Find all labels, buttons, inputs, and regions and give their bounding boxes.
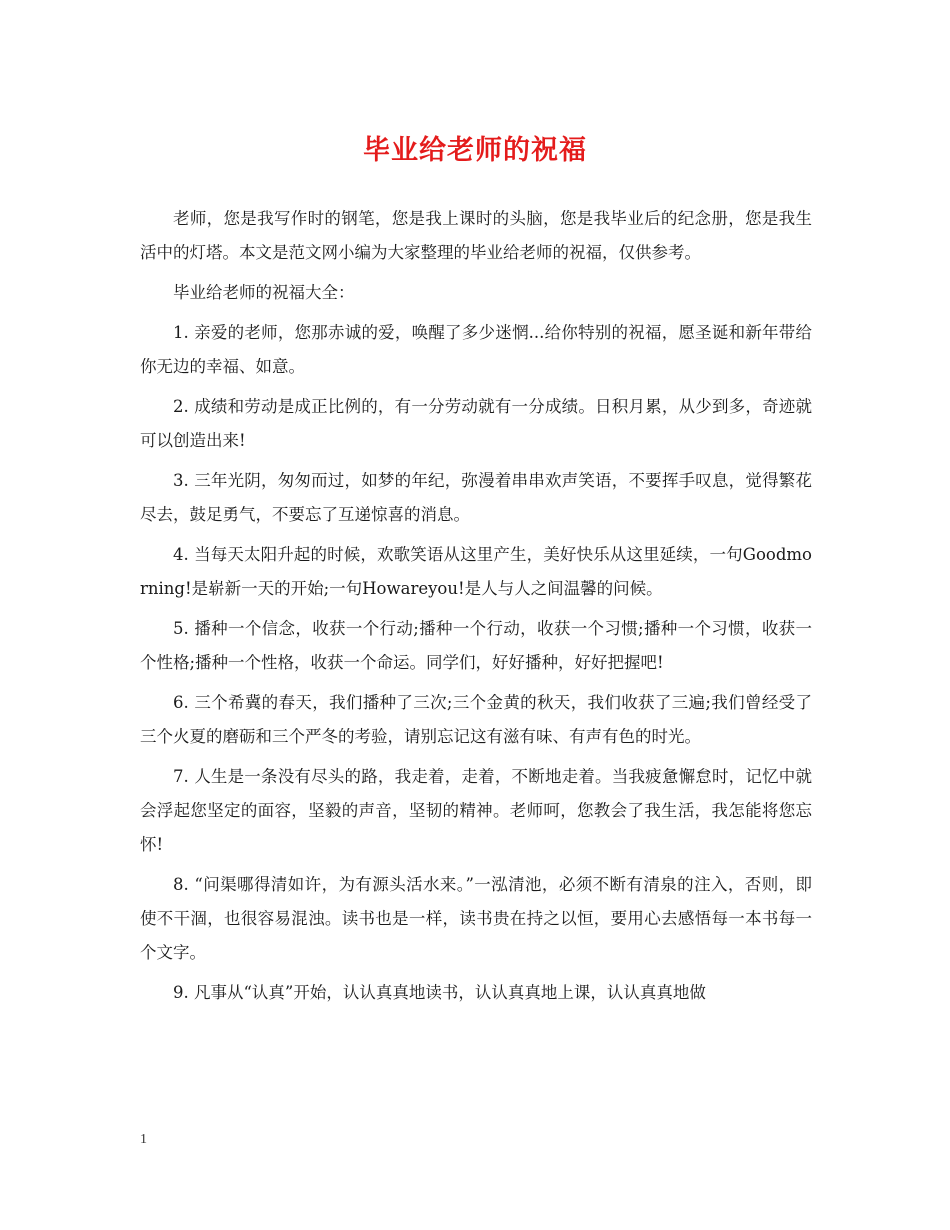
list-item-8: 8. “问渠哪得清如许，为有源头活水来。”一泓清池，必须不断有清泉的注入，否则，即使不干涸，也很容易混浊。读书也是一样，读书贵在持之以恒，要用心去感悟每一本书每一个文字。	[140, 875, 812, 962]
list-item-7: 7. 人生是一条没有尽头的路，我走着，走着，不断地走着。当我疲惫懈怠时，记忆中就会浮起您坚定的面容，坚毅的声音，坚韧的精神。老师呵，您教会了我生活，我怎能将您忘怀!	[140, 767, 812, 854]
list-item-6: 6. 三个希冀的春天，我们播种了三次;三个金黄的秋天，我们收获了三遍;我们曾经受了三个火夏的磨砺和三个严冬的考验，请别忘记这有滋有味、有声有色的时光。	[140, 693, 812, 746]
document-title: 毕业给老师的祝福	[363, 135, 587, 166]
list-item-2: 2. 成绩和劳动是成正比例的，有一分劳动就有一分成绩。日积月累，从少到多，奇迹就可以创造出来!	[140, 397, 812, 450]
list-item-5: 5. 播种一个信念，收获一个行动;播种一个行动，收获一个习惯;播种一个习惯，收获一个性格;播种一个性格，收获一个命运。同学们，好好播种，好好把握吧!	[140, 619, 812, 672]
list-item-9: 9. 凡事从“认真”开始，认认真真地读书，认认真真地上课，认认真真地做	[173, 983, 706, 1002]
intro-paragraph: 老师，您是我写作时的钢笔，您是我上课时的头脑，您是我毕业后的纪念册，您是我生活中的灯塔。本文是范文网小编为大家整理的毕业给老师的祝福，仅供参考。	[140, 209, 812, 262]
list-item-3: 3. 三年光阴，匆匆而过，如梦的年纪，弥漫着串串欢声笑语，不要挥手叹息，觉得繁花尽去，鼓足勇气，不要忘了互递惊喜的消息。	[140, 471, 812, 524]
list-item-1: 1. 亲爱的老师，您那赤诚的爱，唤醒了多少迷惘...给你特别的祝福，愿圣诞和新年带给你无边的幸福、如意。	[140, 323, 812, 376]
section-heading: 毕业给老师的祝福大全：	[173, 283, 355, 302]
page-number: 1	[140, 1132, 147, 1147]
document-body	[140, 202, 812, 1016]
list-item-4: 4. 当每天太阳升起的时候，欢歌笑语从这里产生，美好快乐从这里延续，一句Goodmorning!是崭新一天的开始;一句Howareyou!是人与人之间温馨的问候。	[140, 545, 812, 598]
